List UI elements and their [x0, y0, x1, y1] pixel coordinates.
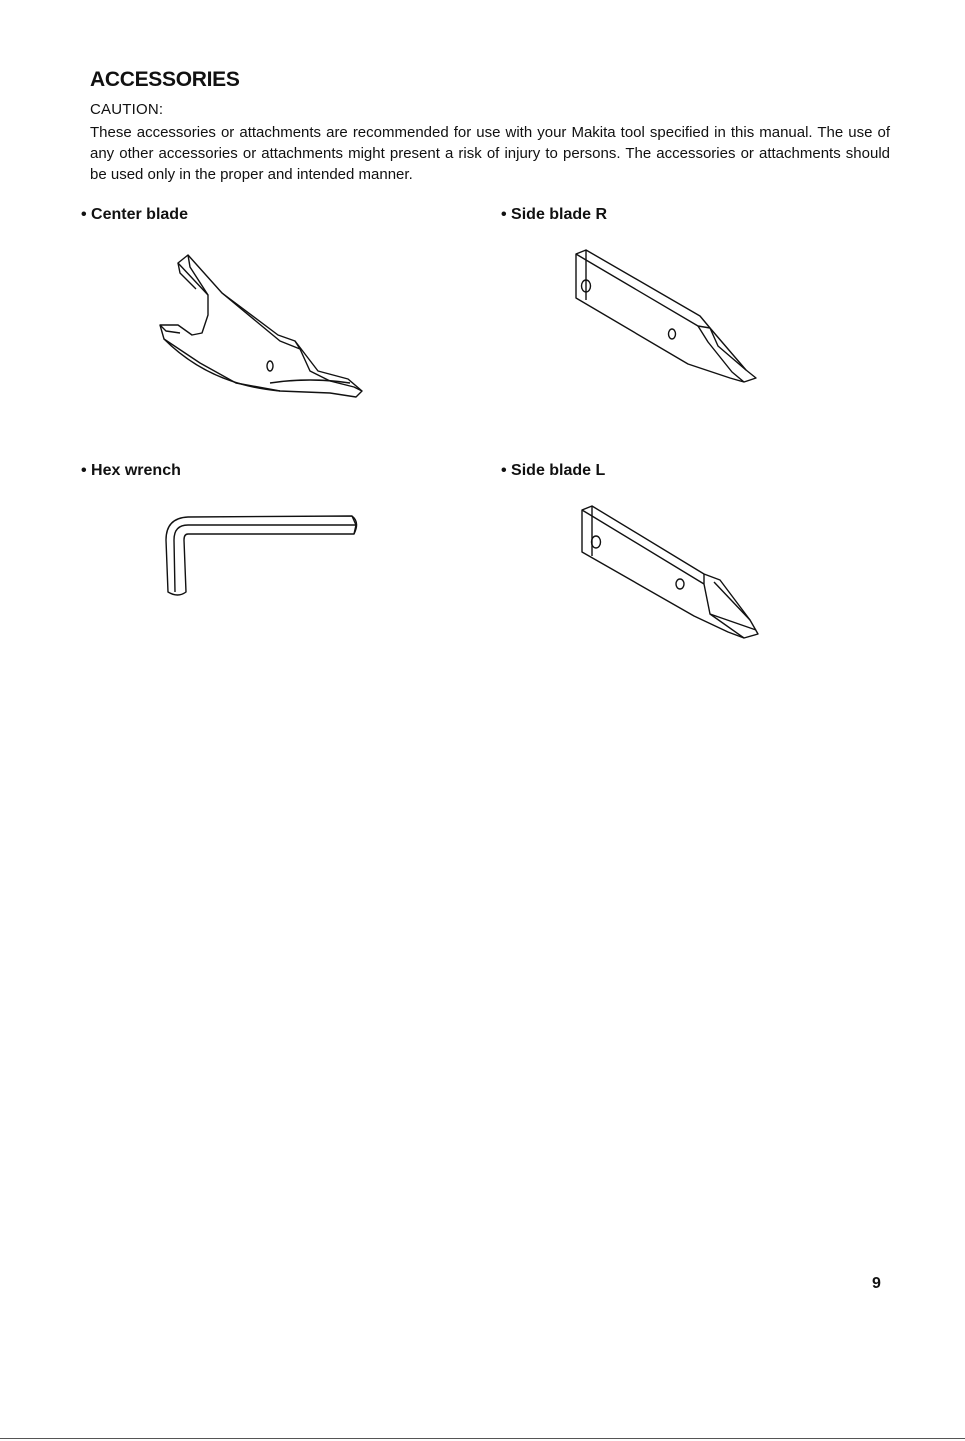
- center-blade-icon: [150, 245, 370, 415]
- side-blade-r-icon: [568, 248, 768, 388]
- side-blade-l-label: • Side blade L: [501, 462, 606, 479]
- bottom-rule: [0, 1438, 965, 1439]
- caution-label: CAUTION:: [90, 101, 164, 118]
- center-blade-label: • Center blade: [81, 206, 188, 223]
- page-number: 9: [872, 1275, 881, 1292]
- caution-text: These accessories or attachments are recommended for use with your Makita tool specified in this manual. The use of any other accessories or attachments might present a risk of injury to persons. The accessories or attachments should be used only in the proper and intended manner.: [90, 124, 890, 183]
- side-blade-r-label: • Side blade R: [501, 206, 608, 223]
- side-blade-l-icon: [574, 502, 774, 647]
- hex-wrench-icon: [160, 512, 370, 602]
- page-heading: ACCESSORIES: [90, 68, 240, 91]
- hex-wrench-label: • Hex wrench: [81, 462, 181, 479]
